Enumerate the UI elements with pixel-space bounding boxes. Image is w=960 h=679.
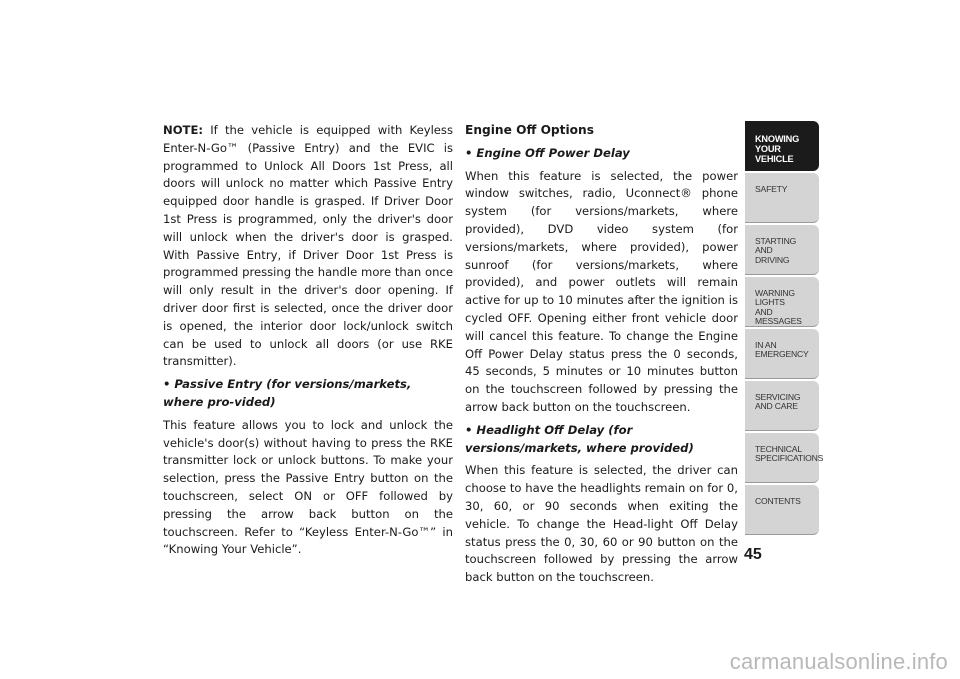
tab-technical-specifications[interactable]: TECHNICAL SPECIFICATIONS [745,433,819,483]
page-number: 45 [744,546,762,563]
bullet-engine-off-power-delay [465,145,738,163]
watermark: carmanualsonline.info [729,649,948,674]
tab-warning-lights-and-messages[interactable]: WARNING LIGHTS AND MESSAGES [745,277,819,327]
tab-safety[interactable]: SAFETY [745,173,819,223]
note-text: If the vehicle is equipped with Keyless Enter-N-Go™ (Passive Entry) and the EVIC is programmed to Unlock All Doors 1st Press, all doors will unlock no matter which Passive Entry equipped door handle is grasped. If Driver Door 1st Press is programmed, only the driver's door will unlock when the driver's door is grasped. With Passive Entry, if Driver Door 1st Press is programmed pressing the handle more than once will only result in the driver's door opening. If driver door first is selected, once the driver door is opened, the interior door lock/unlock switch can be used to unlock all doors (or use RKE transmitter). [163,123,454,369]
chapter-tabs [745,121,824,537]
left-column [163,122,453,564]
tab-servicing-and-care[interactable]: SERVICING AND CARE [745,381,819,431]
bullet-passive-entry [163,376,453,412]
bullet-icon: • [465,422,473,437]
headlight-delay-text: When this feature is selected, the driver can choose to have the headlights remain on for 0, 30, 60, or 90 seconds when exiting the vehicle. To change the Head-light Off Delay status press the 0, 30, 60 or 90 button on the touchscreen followed by pressing the arrow back button on the touchscreen. [465,463,738,585]
right-column [465,122,738,592]
tab-starting-and-driving[interactable]: STARTING AND DRIVING [745,225,819,275]
bullet-icon: • [465,145,473,160]
note-label: NOTE: [163,123,204,137]
bullet-headlight-off-delay [465,422,738,458]
tab-knowing-your-vehicle[interactable]: KNOWING YOUR VEHICLE [745,121,819,171]
tab-contents[interactable]: CONTENTS [745,485,819,535]
bullet-power-delay-label: Engine Off Power Delay [476,145,630,160]
bullet-icon: • [163,377,171,392]
note-paragraph [163,122,453,371]
bullet-headlight-delay-label: Headlight Off Delay (for versions/markets, where provided) [465,422,694,455]
passive-entry-text: This feature allows you to lock and unlock the vehicle's door(s) without having to press the RKE transmitter lock or unlock buttons. To make your selection, press the Passive Entry button on the touchscreen, select ON or OFF followed by pressing the arrow back button on the touchscreen. Refer to “Keyless Enter-N-Go™” in “Knowing Your Vehicle”. [163,417,453,557]
section-heading-engine-off: Engine Off Options [465,123,594,137]
power-delay-text: When this feature is selected, the power window switches, radio, Uconnect® phone system (for versions/markets, where provided), DVD video system (for versions/markets, where provided), power sunroof (for versions/markets, where provided), and power outlets will remain active for up to 10 minutes after the ignition is cycled OFF. Opening either front vehicle door will cancel this feature. To change the Engine Off Power Delay status press the 0 seconds, 45 seconds, 5 minutes or 10 minutes button on the touchscreen followed by pressing the arrow back button on the touchscreen. [465,168,738,414]
bullet-passive-entry-label: Passive Entry (for versions/markets, where pro-vided) [163,377,412,409]
tab-in-an-emergency[interactable]: IN AN EMERGENCY [745,329,819,379]
